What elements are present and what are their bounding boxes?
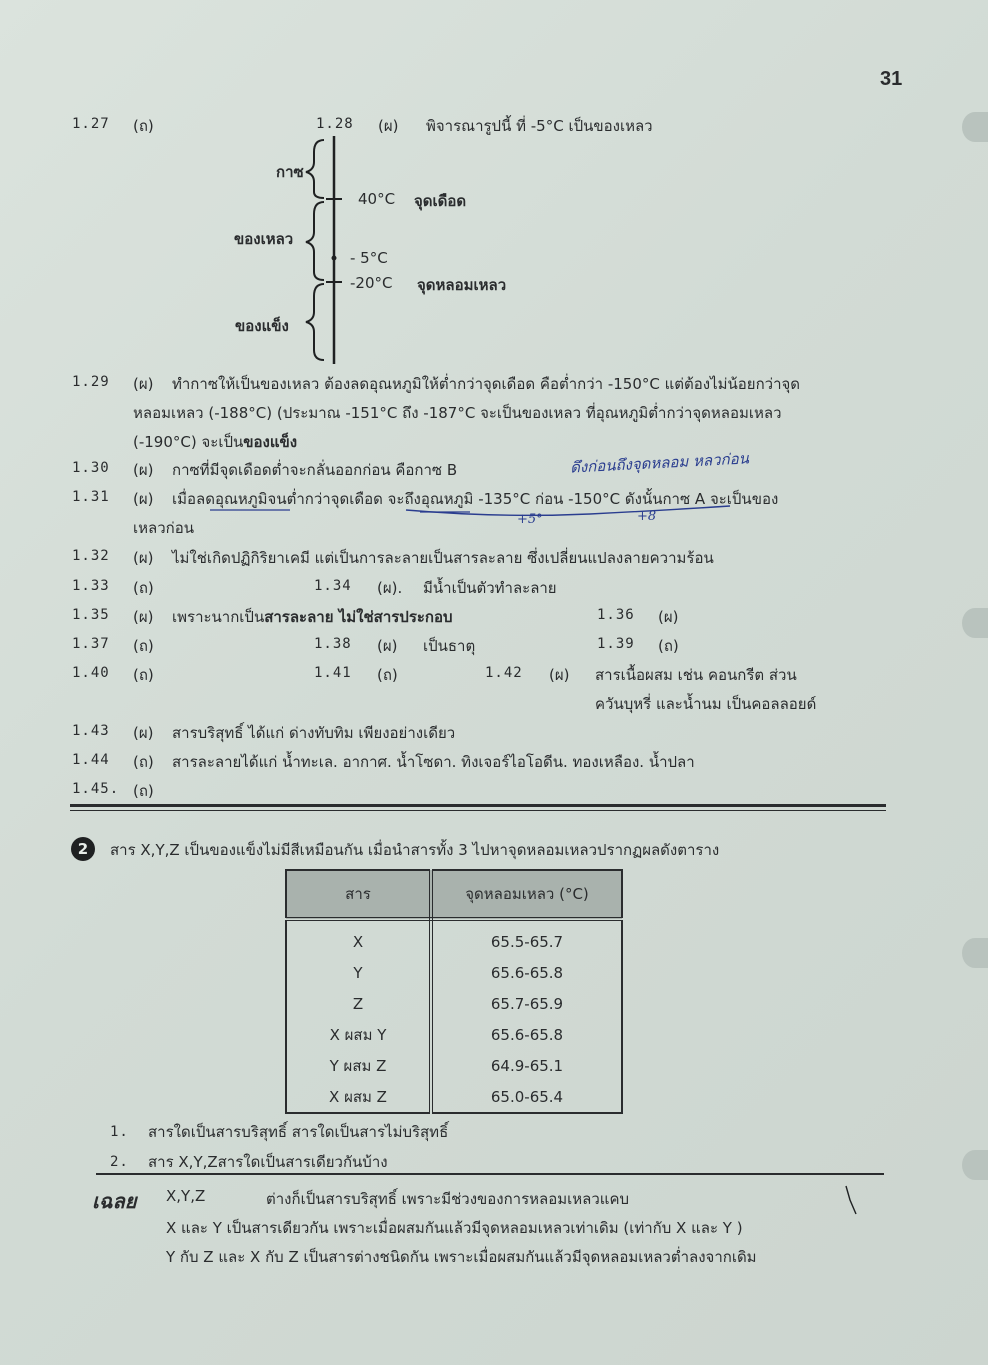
- subquestion-text: สารใดเป็นสารบริสุทธิ์ สารใดเป็นสารไม่บริสุทธิ์: [148, 1123, 449, 1141]
- answer-number: 1.30: [72, 460, 110, 476]
- solution-divider: [96, 1173, 884, 1175]
- table-row: [286, 1050, 622, 1081]
- subquestion-number: 1.: [110, 1124, 129, 1140]
- table-header-row: [286, 870, 622, 919]
- answer-text-part: เพราะนากเป็น: [172, 608, 265, 626]
- melting-temp: -20°C: [350, 274, 393, 292]
- answer-number: 1.36: [597, 607, 635, 623]
- answer-mark: (ผ): [378, 117, 399, 135]
- answer-number: 1.37: [72, 636, 110, 652]
- answer-mark: (ถ): [377, 666, 398, 684]
- answer-number: 1.41: [314, 665, 352, 681]
- answer-mark: (ถ): [133, 637, 154, 655]
- answer-mark: (ผ): [133, 549, 154, 567]
- answer-number: 1.42: [485, 665, 523, 681]
- label-solid: ของแข็ง: [235, 317, 289, 335]
- label-liquid: ของเหลว: [234, 230, 294, 248]
- subquestion-text: สาร X,Y,Zสารใดเป็นสารเดียวกันบ้าง: [148, 1153, 388, 1171]
- answer-text-bold: ของแข็ง: [243, 433, 298, 451]
- point-marker: [332, 256, 337, 261]
- section-divider: [70, 804, 886, 807]
- answer-mark: (ผ): [549, 666, 570, 684]
- answer-number: 1.45.: [72, 781, 120, 797]
- melting-label: จุดหลอมเหลว: [417, 276, 507, 294]
- answer-number: 1.40: [72, 665, 110, 681]
- answer-mark: (ผ): [133, 724, 154, 742]
- table-row: [286, 1081, 622, 1113]
- answer-text: เป็นธาตุ: [423, 637, 476, 655]
- table-cell: X ผสม Z: [286, 1081, 431, 1113]
- table-cell: 65.0-65.4: [490, 1087, 564, 1106]
- answer-number: 1.27: [72, 116, 110, 132]
- answer-text: สารเนื้อผสม เช่น คอนกรีต ส่วน: [595, 666, 797, 684]
- table-cell: X ผสม Y: [286, 1019, 431, 1050]
- handwritten-note: +8: [637, 509, 657, 524]
- handwritten-stroke: [842, 1184, 862, 1224]
- subquestion-number: 2.: [110, 1154, 129, 1170]
- table-cell: 65.6-65.8: [490, 1025, 564, 1044]
- answer-mark: (ผ): [133, 461, 154, 479]
- table-header: สาร: [286, 870, 431, 919]
- answer-number: 1.39: [597, 636, 635, 652]
- answer-text: ควันบุหรี่ และน้ำนม เป็นคอลลอยด์: [595, 695, 817, 713]
- boiling-temp: 40°C: [358, 190, 396, 208]
- page-edge-mark: [962, 938, 988, 968]
- table-cell: Y ผสม Z: [286, 1050, 431, 1081]
- answer-text: สารบริสุทธิ์ ได้แก่ ด่างทับทิม เพียงอย่างเดียว: [172, 724, 456, 742]
- answer-text: เหลวก่อน: [133, 519, 194, 537]
- pen-curve: [406, 506, 730, 515]
- answer-mark: (ถ): [658, 637, 679, 655]
- solution-label: เฉลย: [92, 1189, 137, 1213]
- table-cell: 65.7-65.9: [490, 994, 564, 1013]
- answer-text: กาซที่มีจุดเดือดต่ำจะกลั่นออกก่อน คือกาซ B: [172, 461, 458, 479]
- answer-mark: (ผ): [133, 375, 154, 393]
- answer-mark: (ผ).: [377, 579, 403, 597]
- answer-number: 1.43: [72, 723, 110, 739]
- point-temp: - 5°C: [350, 249, 388, 267]
- answer-text: สารละลายได้แก่ น้ำทะเล. อากาศ. น้ำโซดา. ทิงเจอร์ไอโอดีน. ทองเหลือง. น้ำปลา: [172, 753, 695, 771]
- answer-mark: (ถ): [133, 579, 154, 597]
- answer-text: [133, 430, 297, 454]
- answer-mark: (ผ): [658, 608, 679, 626]
- answer-number: 1.44: [72, 752, 110, 768]
- answer-text-bold: สารละลาย ไม่ใช่สารประกอบ: [264, 608, 453, 626]
- answer-text: หลอมเหลว (-188°C) (ประมาณ -151°C ถึง -187°C จะเป็นของเหลว ที่อุณหภูมิต่ำกว่าจุดหลอมเหลว: [133, 404, 782, 422]
- answer-mark: (ถ): [133, 666, 154, 684]
- solution-text: X,Y,Z: [166, 1187, 206, 1205]
- answer-number: 1.35: [72, 607, 110, 623]
- question-number-badge: 2: [71, 837, 95, 861]
- handwritten-note: +5°: [517, 512, 543, 527]
- answer-mark: (ถ): [133, 782, 154, 800]
- solution-text: X และ Y เป็นสารเดียวกัน เพราะเมื่อผสมกันแล้วมีจุดหลอมเหลวเท่าเดิม (เท่ากับ X และ Y ): [166, 1219, 743, 1237]
- answer-text: [172, 605, 453, 629]
- table-cell: Y: [286, 957, 431, 988]
- table-row: [286, 919, 622, 957]
- handwritten-note: ดึงก่อนถึงจุดหลอม หลวก่อน: [569, 449, 750, 477]
- answer-text: เมื่อลดอุณหภูมิจนต่ำกว่าจุดเดือด จะถึงอุณหภูมิ -135°C ก่อน -150°C ดังนั้นกาซ A จะเป็นของ: [172, 490, 779, 508]
- answer-mark: (ผ): [133, 608, 154, 626]
- table-row: [286, 988, 622, 1019]
- page-edge-mark: [962, 112, 988, 142]
- brace-solid: [306, 284, 324, 360]
- page-edge-mark: [962, 1150, 988, 1180]
- answer-number: 1.34: [314, 578, 352, 594]
- table-cell: 65.6-65.8: [490, 963, 564, 982]
- answer-number: 1.33: [72, 578, 110, 594]
- solution-text: Y กับ Z และ X กับ Z เป็นสารต่างชนิดกัน เพราะเมื่อผสมกันแล้วมีจุดหลอมเหลวต่ำลงจากเดิม: [166, 1248, 757, 1266]
- answer-text: ไม่ใช่เกิดปฏิกิริยาเคมี แต่เป็นการละลายเป็นสารละลาย ซึ่งเปลี่ยนแปลงลายความร้อน: [172, 549, 714, 567]
- brace-liquid: [306, 202, 324, 280]
- table-cell: 65.5-65.7: [490, 932, 564, 951]
- pen-stroke: [846, 1186, 856, 1214]
- answer-text: มีน้ำเป็นตัวทำละลาย: [423, 579, 557, 597]
- answer-text: ทำกาซให้เป็นของเหลว ต้องลดอุณหภูมิให้ต่ำกว่าจุดเดือด คือต่ำกว่า -150°C แต่ต้องไม่น้อยกว่าจุด: [172, 375, 801, 393]
- table-header: จุดหลอมเหลว (°C): [431, 870, 622, 919]
- page-edge-mark: [962, 608, 988, 638]
- table-cell: X: [286, 919, 431, 957]
- page-number: 31: [880, 68, 903, 90]
- answer-number: 1.38: [314, 636, 352, 652]
- question-text: สาร X,Y,Z เป็นของแข็งไม่มีสีเหมือนกัน เมื่อนำสารทั้ง 3 ไปหาจุดหลอมเหลวปรากฏผลดังตาราง: [110, 841, 720, 859]
- melting-point-table: [285, 869, 623, 1114]
- table-row: [286, 957, 622, 988]
- table-cell: Z: [286, 988, 431, 1019]
- section-divider: [70, 810, 886, 811]
- answer-number: 1.29: [72, 374, 110, 390]
- answer-number: 1.32: [72, 548, 110, 564]
- brace-gas: [306, 140, 324, 198]
- table-cell: 64.9-65.1: [490, 1056, 564, 1075]
- answer-text: พิจารณารูปนี้ ที่ -5°C เป็นของเหลว: [426, 117, 653, 135]
- answer-number: 1.28: [316, 116, 354, 132]
- answer-mark: (ผ): [377, 637, 398, 655]
- table-row: [286, 1019, 622, 1050]
- answer-mark: (ถ): [133, 753, 154, 771]
- boiling-label: จุดเดือด: [414, 192, 467, 210]
- label-gas: กาซ: [276, 163, 304, 181]
- answer-mark: (ผ): [133, 490, 154, 508]
- answer-mark: (ถ): [133, 117, 154, 135]
- answer-number: 1.31: [72, 489, 110, 505]
- answer-text-part: (-190°C) จะเป็น: [133, 433, 244, 451]
- solution-text: ต่างก็เป็นสารบริสุทธิ์ เพราะมีช่วงของการหลอมเหลวแคบ: [266, 1190, 629, 1208]
